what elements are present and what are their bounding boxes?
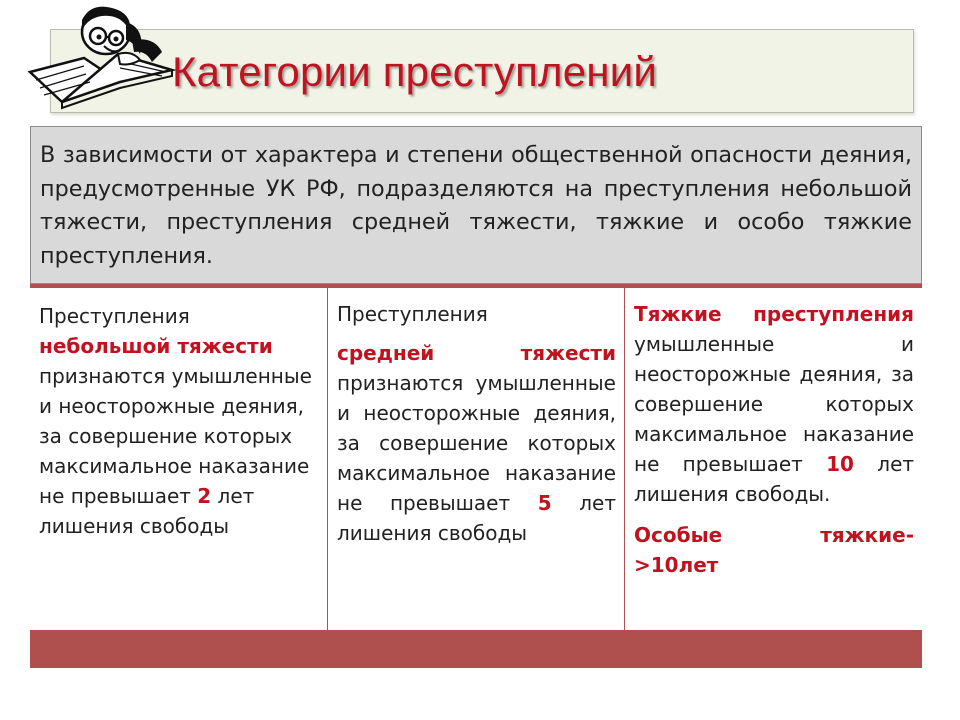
column-text — [39, 301, 319, 541]
max-years-number: 5 — [537, 491, 552, 515]
column-body: умышленные и неосторожные деяния, за совершение которых максимальное наказание не превышает — [634, 332, 914, 476]
category-highlight: средней тяжести — [337, 341, 616, 365]
column-body: признаются умышленные и неосторожные деяния, за совершение которых максимальное наказание не превышает — [337, 371, 616, 515]
intro-text: В зависимости от характера и степени общественной опасности деяния, предусмотренные УК РФ, подразделяются на преступления небольшой тяжести, преступления средней тяжести, тяжкие и особо тяжкие преступления. — [40, 142, 912, 269]
column-minor-crimes — [30, 288, 327, 630]
column-body-end: лет лишения свободы. — [634, 452, 915, 506]
column-text — [337, 338, 616, 548]
column-prefix: Преступления — [39, 304, 190, 328]
column-body: признаются умышленные и неосторожные деяния, за совершение которых максимальное наказание не превышает — [39, 364, 312, 508]
category-highlight: небольшой тяжести — [39, 334, 273, 358]
column-body-end: лет лишения свободы — [39, 484, 255, 538]
column-prefix: Преступления — [337, 302, 488, 326]
max-years-number: 2 — [197, 484, 212, 508]
column-medium-crimes — [328, 288, 624, 630]
intro-panel — [30, 126, 922, 284]
column-text — [634, 299, 914, 509]
column-body-end: лет лишения свободы — [337, 491, 616, 545]
scholar-reading-book-icon — [22, 2, 182, 120]
page-title: Категории преступлений — [172, 48, 658, 95]
especially-grave-note: Особые тяжкие- >10лет — [634, 523, 914, 577]
category-highlight: Тяжкие преступления — [634, 302, 914, 326]
column-grave-crimes — [625, 288, 922, 630]
max-years-number: 10 — [826, 452, 854, 476]
categories-columns — [30, 288, 922, 630]
